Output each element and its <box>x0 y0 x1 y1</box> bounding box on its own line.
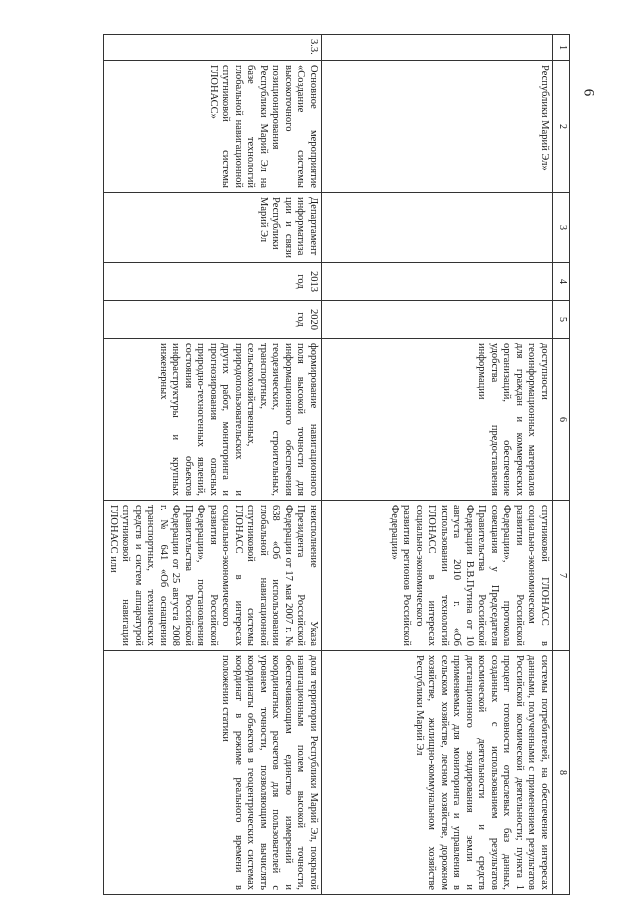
cell-number: 3.3. <box>104 35 322 61</box>
cell-end <box>322 301 553 339</box>
col-header: 4 <box>553 263 570 301</box>
cell-number <box>322 35 553 61</box>
cell-start <box>322 263 553 301</box>
cell-indicators: системы потребителей, на обеспечение интересах данными, полученными с применением результатов Российской космической деятельности; пункта 1 процент готовности отраслевых баз данных, созданных с использованием результатов космической деятельности и средств дистанционного зондирования земли и применяемых для мониторинга и управления в сельском хозяйстве, лесном хозяйстве, дорожном хозяйстве, жилищно-коммунальном хозяйстве Республики Марий Эл <box>322 651 553 895</box>
col-header: 5 <box>553 301 570 339</box>
cell-basis: спутниковой ГЛОНАСС в социально-экономическом развитии Российской Федерации», протокола совещания у Председателя Правительства Российской Федерации В.В.Путина от 10 августа 2010 г. «Об использовании технологий ГЛОНАСС в интересах социально-экономического развития регионов Российской Федерации» <box>322 501 553 651</box>
cell-indicators: доля территории Республики Марий Эл, покрытой навигационным полем высокой точности, обеспечивающим единство измерений и координатных расчетов для пользователей с уровнем точности, позволяющим вычислять координаты объектов в геоцентрических системах координат в режиме реального времени в положении статики <box>104 651 322 895</box>
col-header: 1 <box>553 35 570 61</box>
col-header: 8 <box>553 651 570 895</box>
header-row <box>553 35 570 895</box>
cell-result: доступности геоинформационных материалов для граждан и коммерческих организаций, обеспечение удобства предоставления информации <box>322 339 553 501</box>
cell-executor <box>322 193 553 263</box>
program-table <box>104 34 571 895</box>
col-header: 2 <box>553 61 570 193</box>
page-number: 6 <box>580 88 597 97</box>
cell-basis: неисполнение Указа Президента Российской Федерации от 17 мая 2007 г. № 638 «Об использовании глобальной навигационной спутниковой системы ГЛОНАСС в интересах социально-экономического развития Российской Федерации», постановления Правительства Российской Федерации от 25 августа 2008 г. № 641 «Об оснащении транспортных, технических средств и систем аппаратурой спутниковой навигации ГЛОНАСС или <box>104 501 322 651</box>
cell-result: формирование навигационного поля высокой точности для информационного обеспечения геодезических, строительных, транспортных, сельскохозяйственных, природопользовательских и других работ, мониторинга и прогнозирования опасных природно-техногенных явлений, состояния объектов инфраструктуры и крупных инженерных <box>104 339 322 501</box>
cell-start: 2013 год <box>104 263 322 301</box>
program-table-container <box>108 34 570 894</box>
cell-name: Основное мероприятие «Создание системы высокоточного позиционирования Республики Марий Эл на базе технологий глобальной навигационной спутниковой системы ГЛОНАСС» <box>104 61 322 193</box>
col-header: 3 <box>553 193 570 263</box>
cell-end: 2020 год <box>104 301 322 339</box>
table-row <box>322 35 553 895</box>
col-header: 6 <box>553 339 570 501</box>
cell-executor: Департамент информатизации и связи Республики Марий Эл <box>104 193 322 263</box>
cell-name: Республики Марий Эл» <box>322 61 553 193</box>
table-row <box>104 35 322 895</box>
col-header: 7 <box>553 501 570 651</box>
